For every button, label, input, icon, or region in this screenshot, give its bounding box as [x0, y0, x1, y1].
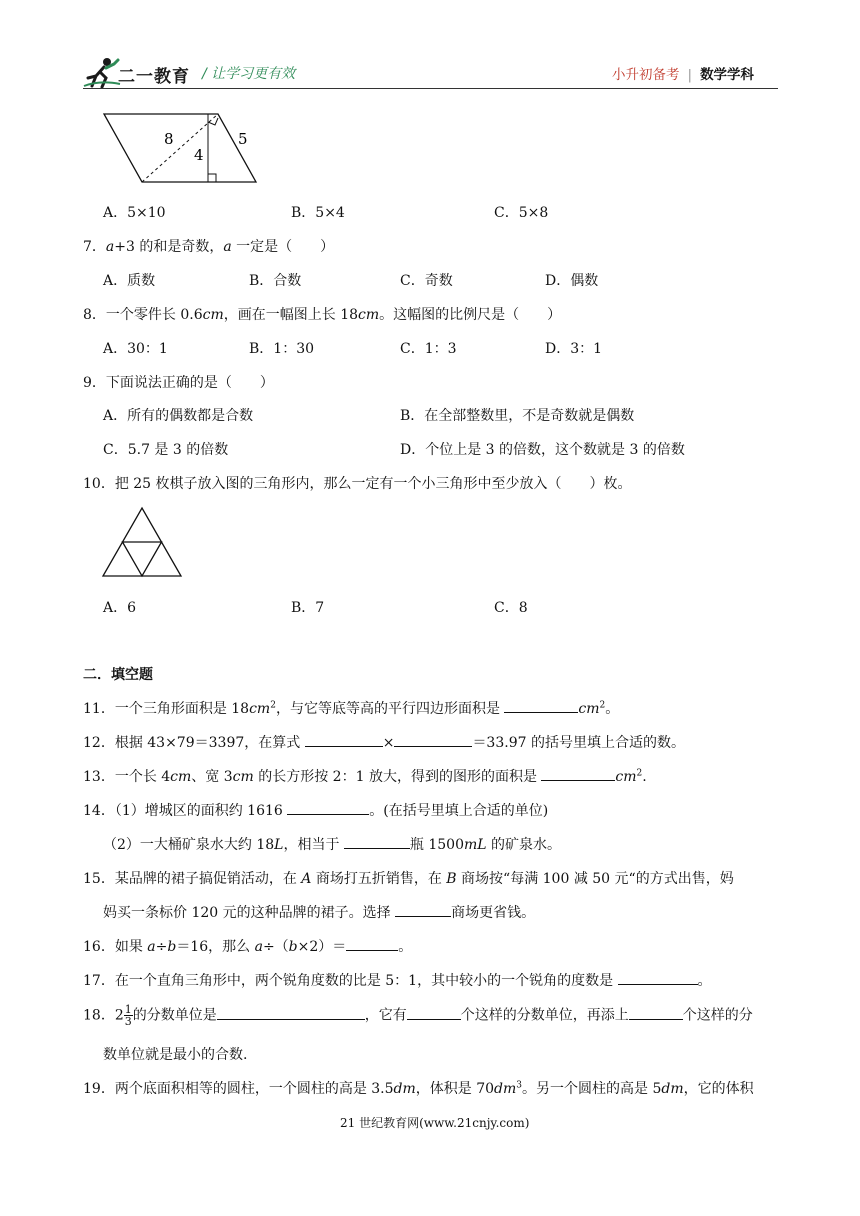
- q19-sup: 3: [516, 1080, 523, 1091]
- q18-blank-3[interactable]: [629, 1005, 683, 1020]
- q19-unit-2: dm: [494, 1081, 517, 1097]
- q8-unit-2: cm: [358, 307, 380, 323]
- q14-unit-ml: mL: [464, 837, 487, 853]
- q18-frac-num: 1: [124, 1003, 132, 1016]
- footer-text: 21 世纪教育网(www.21cnjy.com): [340, 1116, 530, 1130]
- q18-text-1: 的分数单位是: [132, 1007, 217, 1024]
- q12-times: ×: [382, 735, 395, 751]
- q11-text-1: 11．一个三角形面积是 18: [83, 701, 250, 717]
- q16-text-5: 。: [398, 939, 413, 955]
- q18-blank-2[interactable]: [407, 1005, 461, 1020]
- q13-question: [83, 766, 647, 786]
- q15-line1-3: 商场按“每满 100 减 50 元“的方式出售，妈: [456, 871, 734, 887]
- q6-option-b[interactable]: B．5×4: [291, 205, 345, 221]
- q15-var-a: A: [301, 871, 312, 887]
- q16-text-4: ×2）＝: [297, 939, 347, 955]
- q16-expr-2: a: [254, 939, 263, 955]
- side-label: 5: [238, 130, 248, 148]
- q14-text-2: 。(在括号里填上合适的单位): [369, 803, 549, 819]
- header-subject-label: 数学学科: [700, 67, 755, 83]
- q8-question: [83, 304, 561, 324]
- q15-var-b: B: [446, 871, 457, 887]
- q13-text-2: 、宽 3: [191, 769, 233, 785]
- q10-option-a[interactable]: A．6: [103, 600, 137, 616]
- section-title: 二．填空题: [83, 667, 153, 683]
- q14-question: [83, 800, 548, 820]
- q7-option-d[interactable]: D．偶数: [545, 273, 599, 289]
- q13-text-3: 的长方形按 2：1 放大，得到的图形的面积是: [253, 769, 542, 785]
- q8-option-c[interactable]: C．1：3: [400, 341, 457, 357]
- q15-question-line-1: [83, 868, 734, 888]
- q7-question: [83, 236, 334, 256]
- q14-sub2-3: 瓶 1500: [409, 837, 465, 853]
- q11-blank[interactable]: [504, 698, 578, 713]
- q18-frac-den: 3: [124, 1015, 132, 1028]
- q7-text-1: +3 的和是奇数，: [114, 239, 224, 255]
- q7-option-a[interactable]: A．质数: [103, 273, 156, 289]
- q17-question: [83, 970, 712, 990]
- q8-text-1: 8．一个零件长 0.6: [83, 307, 203, 323]
- q11-text-2: ，与它等底等高的平行四边形面积是: [275, 701, 505, 717]
- q14-sub2-1: （2）一大桶矿泉水大约 18: [103, 837, 275, 853]
- header-exam-label: 小升初备考: [612, 67, 680, 83]
- q7-option-c[interactable]: C．奇数: [400, 273, 453, 289]
- q12-blank-1[interactable]: [305, 732, 383, 747]
- q8-text-2: ，画在一幅图上长 18: [223, 307, 359, 323]
- q16-blank[interactable]: [346, 936, 398, 951]
- q14-unit-l: L: [274, 837, 284, 853]
- q18-num: 18．2: [83, 1007, 124, 1024]
- q14-blank-2[interactable]: [344, 834, 410, 849]
- q19-text-1: 19．两个底面积相等的圆柱，一个圆柱的高是 3.5: [83, 1081, 394, 1097]
- q18-text-3: 个这样的分数单位，再添上: [460, 1007, 629, 1024]
- q18-blank-1[interactable]: [217, 1005, 365, 1020]
- triangle-figure: [100, 505, 184, 579]
- q11-sup: 2: [270, 700, 276, 711]
- header-right: [612, 63, 754, 83]
- q10-question: 10．把 25 枚棋子放入图的三角形内，那么一定有一个小三角形中至少放入（ ）枚。: [83, 476, 632, 492]
- q7-num: 7．: [83, 239, 106, 255]
- q13-sup: 2: [636, 768, 643, 779]
- header: [0, 0, 860, 100]
- q8-option-b[interactable]: B．1：30: [249, 341, 315, 357]
- q19-question: [83, 1078, 754, 1098]
- q11-sup-2: 2: [599, 700, 606, 711]
- q17-text-2: 。: [697, 973, 712, 989]
- q6-option-c[interactable]: C．5×8: [494, 205, 549, 221]
- q14-sub2-2: ，相当于: [283, 837, 344, 853]
- q10-option-c[interactable]: C．8: [494, 600, 528, 616]
- q15-question-line-2: [103, 902, 535, 922]
- q13-text-1: 13．一个长 4: [83, 769, 171, 785]
- diagonal-label: 8: [164, 130, 174, 148]
- q16-expr-1: a÷b: [147, 939, 177, 955]
- q18-fraction: [124, 1004, 133, 1027]
- q13-unit-a: cm: [170, 769, 192, 785]
- q18-text-2: ，它有: [364, 1007, 407, 1024]
- q16-text-2: ＝16，那么: [176, 939, 255, 955]
- q9-option-b[interactable]: B．在全部整数里，不是奇数就是偶数: [400, 408, 635, 424]
- q9-option-c[interactable]: C．5.7 是 3 的倍数: [103, 442, 229, 458]
- q11-question: [83, 698, 619, 718]
- height-label: 4: [194, 146, 204, 164]
- q19-text-4: ，它的体积: [683, 1081, 754, 1097]
- q12-blank-2[interactable]: [394, 732, 472, 747]
- header-separator: |: [687, 67, 693, 83]
- q17-text-1: 17．在一个直角三角形中，两个锐角度数的比是 5：1，其中较小的一个锐角的度数是: [83, 973, 618, 989]
- q13-blank[interactable]: [541, 766, 615, 781]
- q6-option-a[interactable]: A．5×10: [103, 205, 166, 221]
- q11-unit-2: cm: [578, 701, 600, 717]
- q16-expr-3: b: [288, 939, 298, 955]
- q16-text-1: 16．如果: [83, 939, 148, 955]
- q15-blank[interactable]: [395, 902, 451, 917]
- header-rule: [83, 88, 778, 89]
- header-slogan: / 让学习更有效: [202, 66, 296, 82]
- q13-text-4: .: [642, 769, 647, 785]
- q18-question-line-2: 数单位就是最小的合数.: [103, 1047, 248, 1063]
- q9-question: 9．下面说法正确的是（ ）: [83, 375, 274, 391]
- runner-logo-icon: [82, 56, 122, 90]
- q19-unit-1: dm: [393, 1081, 416, 1097]
- q14-text-1: 14．（1）增城区的面积约 1616: [83, 803, 288, 819]
- q14-blank-1[interactable]: [287, 800, 369, 815]
- q19-text-3: 。另一个圆柱的高是 5: [522, 1081, 662, 1097]
- q14-sub2-4: 的矿泉水。: [486, 837, 562, 853]
- logo-text: 二一教育: [118, 67, 190, 87]
- q9-option-d[interactable]: D．个位上是 3 的倍数，这个数就是 3 的倍数: [400, 442, 685, 458]
- q18-question: [83, 1004, 753, 1027]
- q13-unit-c: cm: [615, 769, 637, 785]
- q12-question: [83, 732, 685, 752]
- q12-text-1: 12．根据 43×79＝3397，在算式: [83, 735, 305, 751]
- q14-part-2: [103, 834, 561, 854]
- q16-text-3: ÷（: [262, 939, 289, 955]
- q8-unit-1: cm: [202, 307, 224, 323]
- parallelogram-figure: [98, 106, 264, 186]
- q15-line1-1: 15．某品牌的裙子搞促销活动，在: [83, 871, 302, 887]
- q16-question: [83, 936, 412, 956]
- q13-unit-b: cm: [232, 769, 254, 785]
- q7-var-a2: a: [223, 239, 232, 255]
- q8-text-3: 。这幅图的比例尺是（ ）: [379, 307, 562, 323]
- q19-text-2: ，体积是 70: [415, 1081, 495, 1097]
- q7-option-b[interactable]: B．合数: [249, 273, 302, 289]
- q11-unit: cm: [249, 701, 271, 717]
- q7-var-a: a: [105, 239, 115, 255]
- q10-option-b[interactable]: B．7: [291, 600, 325, 616]
- q17-blank[interactable]: [618, 970, 698, 985]
- q11-text-3: 。: [605, 701, 620, 717]
- q15-line1-2: 商场打五折销售，在: [311, 871, 447, 887]
- q18-text-4: 个这样的分: [682, 1007, 753, 1024]
- q8-option-d[interactable]: D．3：1: [545, 341, 603, 357]
- q15-line2-2: 商场更省钱。: [451, 905, 536, 921]
- q12-text-2: ＝33.97 的括号里填上合适的数。: [472, 735, 685, 751]
- q15-line2-1: 妈买一条标价 120 元的这种品牌的裙子。选择: [103, 905, 396, 921]
- q8-option-a[interactable]: A．30：1: [103, 341, 168, 357]
- q19-unit-3: dm: [661, 1081, 684, 1097]
- q7-text-2: 一定是（ ）: [231, 239, 335, 255]
- q9-option-a[interactable]: A．所有的偶数都是合数: [103, 408, 254, 424]
